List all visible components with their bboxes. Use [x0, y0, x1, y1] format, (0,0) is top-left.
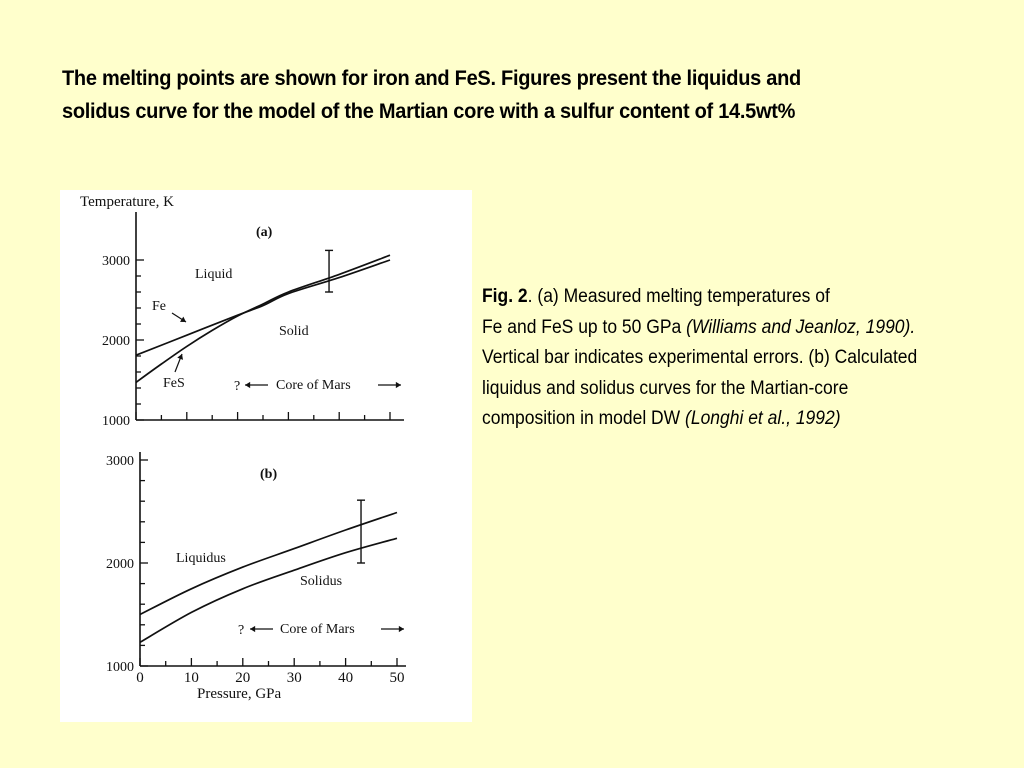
- panel-b-y-tick-label: 2000: [106, 557, 134, 572]
- x-axis-label: Pressure, GPa: [197, 686, 282, 702]
- panel-a-core-of-mars: Core of Mars: [276, 378, 351, 393]
- caption-line-2: [482, 313, 970, 344]
- panel-a-core-arrow-left-head: [245, 382, 250, 388]
- figure-caption: [482, 282, 970, 435]
- panel-b-core-arrow-right-head: [399, 626, 404, 632]
- panel-a-core-arrow-right-head: [396, 382, 401, 388]
- panel-b-label-liquidus: Liquidus: [176, 551, 226, 566]
- panel-a-label-solid: Solid: [279, 324, 309, 339]
- panel-a-plot: [102, 212, 404, 429]
- caption-text-5: composition in model DW: [482, 408, 686, 429]
- panel-b-x-tick-label: 50: [389, 670, 405, 686]
- panel-a-label-fes: FeS: [163, 376, 185, 391]
- panel-b-x-tick-label: 40: [338, 670, 354, 686]
- panel-a-label-liquid: Liquid: [195, 267, 233, 282]
- panel-b-y-tick-label: 1000: [106, 660, 134, 675]
- panel-b-x-tick-label: 10: [183, 670, 199, 686]
- panel-a-series-fe-line: [136, 260, 390, 355]
- caption-text-2: Fe and FeS up to 50 GPa: [482, 316, 687, 338]
- caption-line-4: liquidus and solidus curves for the Martian-core: [482, 377, 849, 399]
- slide-title-line-1: The melting points are shown for iron and FeS. Figures present the liquidus and: [62, 66, 801, 90]
- panel-b-x-tick-label: 0: [136, 670, 144, 686]
- panel-a-panel-label: (a): [256, 225, 273, 240]
- caption-line-3: Vertical bar indicates experimental errors. (b) Calculated: [482, 347, 918, 368]
- panel-b-y-tick-label: 3000: [106, 454, 134, 469]
- panel-b-plot: [106, 452, 406, 686]
- panel-b-panel-label: (b): [260, 467, 278, 482]
- caption-citation-2: (Longhi et al., 1992): [685, 408, 841, 429]
- panel-b-core-arrow-left-head: [250, 626, 255, 632]
- panel-b-x-tick-label: 20: [235, 670, 251, 686]
- panel-b-core-of-mars: Core of Mars: [280, 622, 355, 637]
- panel-a-question-mark: ?: [234, 379, 241, 394]
- figure-image: [60, 190, 472, 722]
- y-axis-label: Temperature, K: [80, 194, 174, 210]
- panel-a-y-tick-label: 2000: [102, 334, 130, 349]
- panel-b-x-tick-label: 30: [286, 670, 302, 686]
- panel-a-label-fe: Fe: [152, 299, 166, 314]
- panel-a-series-fes-line: [136, 255, 390, 382]
- panel-a-y-tick-label: 1000: [102, 414, 130, 429]
- caption-citation-1: (Williams and Jeanloz, 1990).: [686, 316, 916, 338]
- caption-line-1: [482, 282, 970, 313]
- slide-title-line-2: solidus curve for the model of the Martian core with a sulfur content of 14.5wt%: [62, 99, 796, 123]
- caption-text-1: . (a) Measured melting temperatures of: [527, 286, 830, 307]
- caption-line-5: [482, 404, 970, 435]
- slide-title: [62, 62, 918, 128]
- panel-b-question-mark: ?: [238, 623, 245, 638]
- panel-b-label-solidus: Solidus: [300, 574, 343, 589]
- melting-curves-figure: [60, 190, 472, 722]
- panel-a-y-tick-label: 3000: [102, 254, 130, 269]
- caption-fig-label: Fig. 2: [482, 286, 528, 307]
